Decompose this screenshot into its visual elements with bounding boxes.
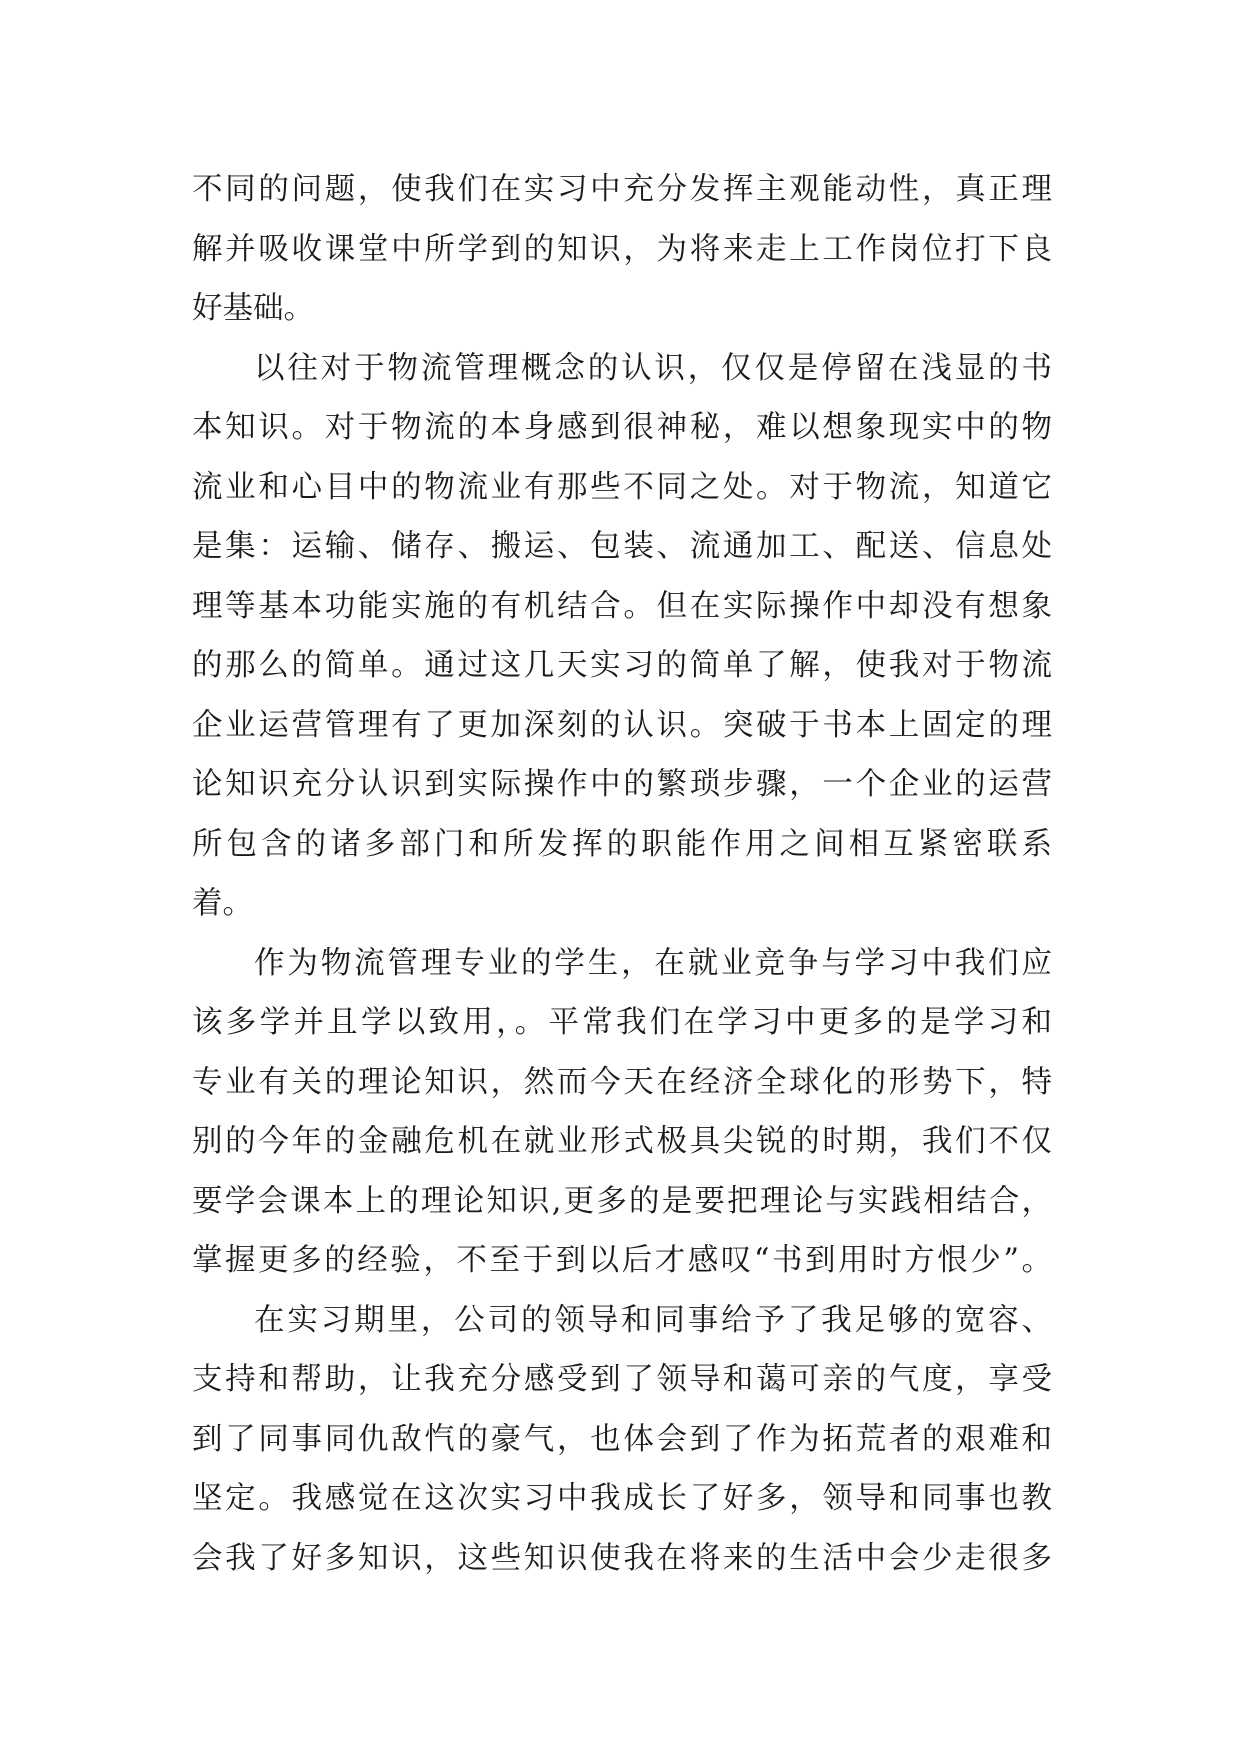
text-line: 企业运营管理有了更加深刻的认识。突破于书本上固定的理 xyxy=(192,707,1052,743)
text-line: 着。 xyxy=(192,886,253,921)
text-line: 好基础。 xyxy=(192,291,314,326)
text-line: 掌握更多的经验，不至于到以后才感叹“书到用时方恨少”。 xyxy=(192,1243,1052,1278)
text-line: 该多学并且学以致用，。平常我们在学习中更多的是学习和 xyxy=(192,1005,1052,1040)
text-line: 专业有关的理论知识，然而今天在经济全球化的形势下，特 xyxy=(192,1064,1052,1100)
text-line: 别的今年的金融危机在就业形式极具尖锐的时期，我们不仅 xyxy=(192,1124,1052,1159)
text-line: 解并吸收课堂中所学到的知识，为将来走上工作岗位打下良 xyxy=(192,231,1052,267)
text-line: 流业和心目中的物流业有那些不同之处。对于物流，知道它 xyxy=(192,469,1052,505)
text-line: 作为物流管理专业的学生，在就业竞争与学习中我们应 xyxy=(254,945,1052,981)
text-line: 要学会课本上的理论知识,更多的是要把理论与实践相结合， xyxy=(192,1183,1052,1219)
text-line: 的那么的简单。通过这几天实习的简单了解，使我对于物流 xyxy=(192,648,1052,683)
text-line: 以往对于物流管理概念的认识，仅仅是停留在浅显的书 xyxy=(254,350,1052,386)
text-line: 支持和帮助，让我充分感受到了领导和蔼可亲的气度，享受 xyxy=(192,1362,1052,1397)
text-line: 坚定。我感觉在这次实习中我成长了好多，领导和同事也教 xyxy=(192,1481,1052,1516)
body-text xyxy=(192,160,1052,1588)
text-line: 是集：运输、储存、搬运、包装、流通加工、配送、信息处 xyxy=(192,529,1052,564)
text-line: 会我了好多知识，这些知识使我在将来的生活中会少走很多 xyxy=(192,1540,1052,1576)
text-line: 理等基本功能实施的有机结合。但在实际操作中却没有想象 xyxy=(192,588,1052,624)
text-line: 本知识。对于物流的本身感到很神秘，难以想象现实中的物 xyxy=(192,410,1052,445)
text-line: 在实习期里，公司的领导和同事给予了我足够的宽容、 xyxy=(254,1302,1052,1338)
text-line: 论知识充分认识到实际操作中的繁琐步骤，一个企业的运营 xyxy=(192,767,1052,802)
text-line: 不同的问题，使我们在实习中充分发挥主观能动性，真正理 xyxy=(192,172,1052,207)
text-line: 到了同事同仇敌忾的豪气，也体会到了作为拓荒者的艰难和 xyxy=(192,1421,1052,1457)
text-line: 所包含的诸多部门和所发挥的职能作用之间相互紧密联系 xyxy=(192,826,1052,862)
